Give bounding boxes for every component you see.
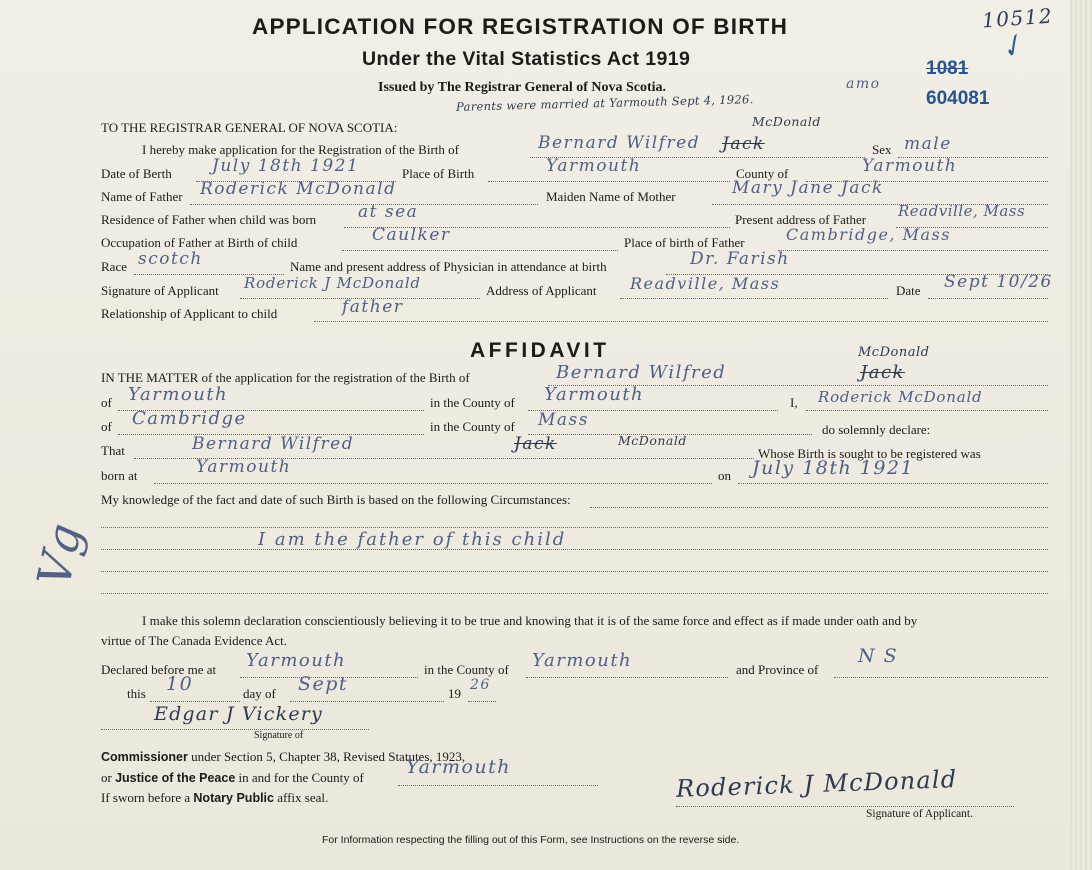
that-name: Bernard Wilfred <box>192 434 355 454</box>
notary-bold: Notary Public <box>193 791 274 805</box>
applicant-signature-bottom: Roderick J McDonald <box>675 765 958 803</box>
declared-county-value: Yarmouth <box>532 650 633 671</box>
that-surname-struck: Jack <box>514 434 557 454</box>
applicant-address-label: Address of Applicant <box>486 283 597 298</box>
month-value: Sept <box>298 673 349 695</box>
declared-county-label: in the County of <box>424 662 509 677</box>
declaration-line-1: I make this solemn declaration conscientiously believing it to be true and knowing that it is of the same force and effect as if made under oath and by <box>142 613 918 628</box>
child-surname-inserted: McDonald <box>752 114 821 129</box>
in-county-label-1: in the County of <box>430 395 515 410</box>
signature-of-label: Signature of <box>254 730 304 741</box>
notary-pre: If sworn before a <box>101 790 191 805</box>
whose-birth: Whose Birth is sought to be registered was <box>758 446 981 461</box>
date-label: Date <box>896 283 921 298</box>
affidavit-child-name: Bernard Wilfred <box>556 362 727 383</box>
jp-bold: Justice of the Peace <box>115 771 236 785</box>
dob-value: July 18th 1921 <box>212 156 360 176</box>
i-label: I, <box>790 395 798 410</box>
in-county-label-2: in the County of <box>430 419 515 434</box>
commissioner-signature: Edgar J Vickery <box>154 703 323 725</box>
declared-label: Declared before me at <box>101 662 217 677</box>
footer-info: For Information respecting the filling out of this Form, see Instructions on the reverse side. <box>322 834 740 846</box>
father-label: Name of Father <box>101 189 183 204</box>
race-label: Race <box>101 259 127 274</box>
occupation-value: Caulker <box>372 225 451 245</box>
form-subtitle: Under the Vital Statistics Act 1919 <box>362 48 691 70</box>
applicant-address-value: Readville, Mass <box>630 274 781 293</box>
affidavit-county-1: Yarmouth <box>544 384 645 405</box>
of-label-2: of <box>101 419 112 434</box>
mother-value: Mary Jane Jack <box>732 178 884 198</box>
to-registrar: TO THE REGISTRAR GENERAL OF NOVA SCOTIA: <box>101 120 398 135</box>
present-address-value: Readville, Mass <box>898 202 1026 220</box>
this-label: this <box>127 686 146 701</box>
date-value: Sept 10/26 <box>944 272 1053 292</box>
check-mark-icon: ✓ <box>992 25 1033 68</box>
physician-value: Dr. Farish <box>690 249 790 269</box>
notary-post: affix seal. <box>277 790 329 805</box>
margin-initials: Vg <box>26 518 93 592</box>
father-pob-value: Cambridge, Mass <box>786 225 951 244</box>
that-surname-inserted: McDonald <box>618 433 687 448</box>
sex-value: male <box>904 134 952 154</box>
affidavit-surname-struck: Jack <box>860 362 905 383</box>
paper-edge <box>1070 0 1092 870</box>
year-suffix: 26 <box>470 677 491 693</box>
province-label: and Province of <box>736 662 819 677</box>
that-label: That <box>101 443 125 458</box>
father-value: Roderick McDonald <box>200 179 397 199</box>
father-pob-label: Place of birth of Father <box>624 235 745 250</box>
year-prefix: 19 <box>448 686 461 701</box>
intro-text: I hereby make application for the Registration of the Birth of <box>142 142 459 157</box>
commissioner-text: under Section 5, Chapter 38, Revised Statutes, 1923, <box>191 749 466 764</box>
relationship-value: father <box>342 297 404 317</box>
pob-label: Place of Birth <box>402 166 475 181</box>
affidavit-declarant: Roderick McDonald <box>818 388 983 406</box>
commissioner-bold: Commissioner <box>101 750 188 764</box>
ammended-note: amo <box>846 76 881 92</box>
pob-value: Yarmouth <box>546 156 642 176</box>
solemnly-declare: do solemnly declare: <box>822 422 931 437</box>
physician-label: Name and present address of Physician in attendance at birth <box>290 259 607 274</box>
affidavit-county-2: Mass <box>538 410 589 430</box>
affidavit-of-place: Yarmouth <box>128 384 229 405</box>
affidavit-of-place-2: Cambridge <box>132 408 247 429</box>
parents-married-note: Parents were married at Yarmouth Sept 4, 1926. <box>455 92 754 114</box>
occupation-label: Occupation of Father at Birth of child <box>101 235 298 250</box>
sex-label: Sex <box>872 142 892 157</box>
declared-at-value: Yarmouth <box>246 650 347 671</box>
born-at-label: born at <box>101 468 138 483</box>
child-surname-struck: Jack <box>722 134 765 154</box>
mother-label: Maiden Name of Mother <box>546 189 676 204</box>
registration-number: 604081 <box>926 88 990 109</box>
province-value: N S <box>858 645 899 667</box>
signature-label: Signature of Applicant <box>101 283 219 298</box>
day-value: 10 <box>166 673 194 695</box>
jp-county-value: Yarmouth <box>406 756 512 778</box>
dob-label: Date of Berth <box>101 166 172 181</box>
race-value: scotch <box>138 249 203 269</box>
of-label-1: of <box>101 395 112 410</box>
affidavit-surname-inserted: McDonald <box>858 345 930 360</box>
affidavit-heading: AFFIDAVIT <box>470 339 610 362</box>
issued-by: Issued by The Registrar General of Nova Scotia. <box>378 80 667 95</box>
relationship-label: Relationship of Applicant to child <box>101 306 278 321</box>
or-label: or <box>101 770 112 785</box>
declaration-line-2: virtue of The Canada Evidence Act. <box>101 633 288 648</box>
born-at-value: Yarmouth <box>196 457 292 477</box>
form-title: APPLICATION FOR REGISTRATION OF BIRTH <box>252 14 789 39</box>
circumstance-text: I am the father of this child <box>258 529 567 550</box>
on-label: on <box>718 468 731 483</box>
born-on-value: July 18th 1921 <box>752 457 915 479</box>
child-name: Bernard Wilfred <box>538 133 701 153</box>
county-value: Yarmouth <box>862 156 958 176</box>
day-of-label: day of <box>243 686 276 701</box>
applicant-signature-top: Roderick J McDonald <box>244 274 421 292</box>
knowledge-label: My knowledge of the fact and date of such Birth is based on the following Circumstances: <box>101 492 571 507</box>
county-label: County of <box>736 166 789 181</box>
matter-label: IN THE MATTER of the application for the registration of the Birth of <box>101 370 470 385</box>
struck-number: 1081 <box>926 58 969 79</box>
signature-of-applicant: Signature of Applicant. <box>866 808 973 820</box>
residence-label: Residence of Father when child was born <box>101 212 317 227</box>
corner-number: 10512 <box>981 3 1054 33</box>
residence-value: at sea <box>358 202 419 222</box>
jp-text: in and for the County of <box>238 770 364 785</box>
present-address-label: Present address of Father <box>735 212 867 227</box>
